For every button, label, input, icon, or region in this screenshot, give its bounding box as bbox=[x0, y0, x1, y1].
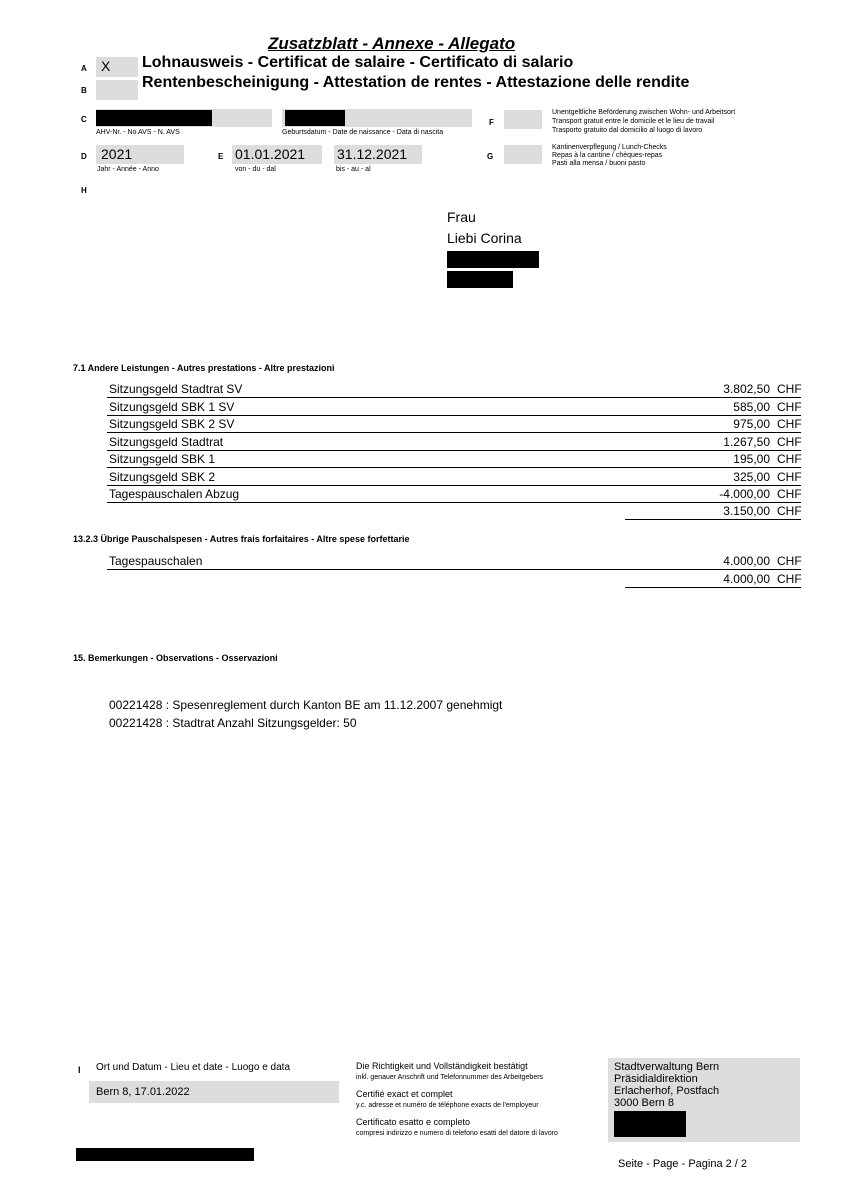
period-to-label: bis - au - al bbox=[336, 166, 371, 173]
total-currency: CHF bbox=[777, 572, 802, 586]
line-item-label: Sitzungsgeld SBK 2 bbox=[109, 469, 216, 484]
row-letter-b: B bbox=[81, 86, 87, 95]
redacted-birthdate bbox=[285, 110, 345, 126]
checkbox-rentenbescheinigung bbox=[96, 80, 138, 100]
confirm-de-sub: inkl. genauer Anschrift und Telefonnummer des Arbeitgebers bbox=[356, 1074, 544, 1081]
line-item-underline bbox=[107, 502, 801, 503]
period-to-value: 31.12.2021 bbox=[337, 146, 408, 162]
line-item-underline bbox=[107, 450, 801, 451]
total-underline bbox=[625, 587, 801, 588]
canteen-text-fr: Repas à la cantine / chèques-repas bbox=[552, 152, 663, 159]
confirm-de-title: Die Richtigkeit und Vollständigkeit bestätigt bbox=[356, 1061, 528, 1071]
line-item-amount: 3.802,50 bbox=[723, 382, 770, 396]
redacted-signature-line bbox=[76, 1148, 254, 1161]
confirm-fr-sub: y.c. adresse et numéro de téléphone exacts de l'employeur bbox=[356, 1102, 539, 1109]
line-item-underline bbox=[107, 432, 801, 433]
confirm-it-sub: compresi indirizzo e numero di telefono esatti del datore di lavoro bbox=[356, 1130, 558, 1137]
section-15-title: 15. Bemerkungen - Observations - Osservazioni bbox=[73, 653, 278, 663]
address-name: Liebi Corina bbox=[447, 230, 522, 246]
section-7-1-title: 7.1 Andere Leistungen - Autres prestations - Altre prestazioni bbox=[73, 363, 335, 373]
place-date-label: Ort und Datum - Lieu et date - Luogo e data bbox=[96, 1062, 291, 1073]
remark-line: 00221428 : Spesenreglement durch Kanton BE am 11.12.2007 genehmigt bbox=[109, 698, 503, 712]
line-item-amount: 195,00 bbox=[733, 452, 770, 466]
lohnausweis-label: Lohnausweis - Certificat de salaire - Certificato di salario bbox=[142, 54, 574, 71]
line-item-underline bbox=[107, 569, 801, 570]
total-underline bbox=[625, 519, 801, 520]
rentenbescheinigung-label: Rentenbescheinigung - Attestation de rentes - Attestazione delle rendite bbox=[142, 74, 690, 91]
remark-line: 00221428 : Stadtrat Anzahl Sitzungsgelder: 50 bbox=[109, 716, 357, 730]
line-item-underline bbox=[107, 467, 801, 468]
line-item-label: Sitzungsgeld SBK 1 bbox=[109, 452, 216, 466]
period-from-value: 01.01.2021 bbox=[235, 146, 306, 162]
row-letter-a: A bbox=[81, 64, 87, 73]
ahv-label: AHV-Nr. - No AVS - N. AVS bbox=[96, 129, 180, 136]
transport-text-de: Unentgeltliche Beförderung zwischen Wohn- und Arbeitsort bbox=[552, 109, 736, 116]
employer-department: Präsidialdirektion bbox=[614, 1073, 698, 1085]
page-number: Seite - Page - Pagina 2 / 2 bbox=[618, 1158, 748, 1170]
place-date-value: Bern 8, 17.01.2022 bbox=[96, 1086, 190, 1098]
line-item-currency: CHF bbox=[777, 382, 802, 396]
row-letter-h: H bbox=[81, 186, 87, 195]
year-label: Jahr - Année - Anno bbox=[97, 166, 159, 173]
document-title: Zusatzblatt - Annexe - Allegato bbox=[268, 34, 516, 53]
confirm-it-title: Certificato esatto e completo bbox=[356, 1117, 471, 1127]
row-letter-g: G bbox=[487, 152, 494, 161]
period-from-label: von - du - dal bbox=[235, 166, 276, 173]
line-item-currency: CHF bbox=[777, 434, 802, 449]
line-item-label: Tagespauschalen Abzug bbox=[109, 487, 240, 501]
redacted-ahv-number bbox=[96, 110, 212, 126]
line-item-amount: -4.000,00 bbox=[719, 487, 770, 501]
row-letter-c: C bbox=[81, 115, 87, 124]
redacted-city bbox=[447, 271, 513, 288]
canteen-text-it: Pasti alla mensa / buoni pasto bbox=[552, 160, 646, 167]
employer-city: 3000 Bern 8 bbox=[614, 1097, 674, 1109]
year-value: 2021 bbox=[101, 146, 133, 162]
transport-text-fr: Transport gratuit entre le domicile et le lieu de travail bbox=[552, 118, 715, 125]
line-item-currency: CHF bbox=[777, 487, 802, 501]
checkbox-transport bbox=[504, 110, 542, 129]
row-letter-i: I bbox=[78, 1065, 81, 1075]
line-item-currency: CHF bbox=[777, 554, 802, 568]
address-salutation: Frau bbox=[447, 209, 476, 225]
total-amount: 4.000,00 bbox=[723, 572, 770, 586]
row-letter-e: E bbox=[218, 152, 224, 161]
employer-name: Stadtverwaltung Bern bbox=[614, 1061, 720, 1073]
total-amount: 3.150,00 bbox=[723, 504, 770, 518]
confirm-fr-title: Certifié exact et complet bbox=[356, 1089, 453, 1099]
line-item-amount: 325,00 bbox=[733, 469, 770, 484]
birthdate-label: Geburtsdatum - Date de naissance - Data di nascita bbox=[282, 129, 444, 136]
line-item-amount: 585,00 bbox=[733, 399, 770, 414]
line-item-amount: 975,00 bbox=[733, 417, 770, 431]
row-letter-f: F bbox=[489, 118, 494, 127]
line-item-underline bbox=[107, 485, 801, 486]
line-item-label: Sitzungsgeld Stadtrat bbox=[109, 434, 224, 449]
line-item-underline bbox=[107, 397, 801, 398]
employer-street: Erlacherhof, Postfach bbox=[614, 1085, 720, 1097]
line-item-currency: CHF bbox=[777, 399, 802, 414]
line-item-currency: CHF bbox=[777, 452, 802, 466]
line-item-label: Tagespauschalen bbox=[109, 554, 203, 568]
line-item-label: Sitzungsgeld SBK 2 SV bbox=[109, 417, 235, 431]
line-item-label: Sitzungsgeld Stadtrat SV bbox=[109, 382, 243, 396]
canteen-text-de: Kantinenverpflegung / Lunch-Checks bbox=[552, 144, 667, 151]
line-item-currency: CHF bbox=[777, 469, 802, 484]
total-currency: CHF bbox=[777, 504, 802, 518]
line-item-label: Sitzungsgeld SBK 1 SV bbox=[109, 399, 235, 414]
transport-text-it: Trasporto gratuito dal domicilio al luogo di lavoro bbox=[552, 127, 703, 134]
checkbox-canteen bbox=[504, 145, 542, 164]
line-item-currency: CHF bbox=[777, 417, 802, 431]
redacted-street bbox=[447, 251, 539, 268]
section-13-2-3-title: 13.2.3 Übrige Pauschalspesen - Autres frais forfaitaires - Altre spese forfettarie bbox=[73, 534, 410, 544]
line-item-underline bbox=[107, 415, 801, 416]
row-letter-d: D bbox=[81, 152, 87, 161]
line-item-amount: 1.267,50 bbox=[723, 434, 770, 449]
redacted-employer-phone bbox=[614, 1111, 686, 1137]
checkbox-lohnausweis-mark: X bbox=[101, 58, 111, 74]
line-item-amount: 4.000,00 bbox=[723, 554, 770, 568]
